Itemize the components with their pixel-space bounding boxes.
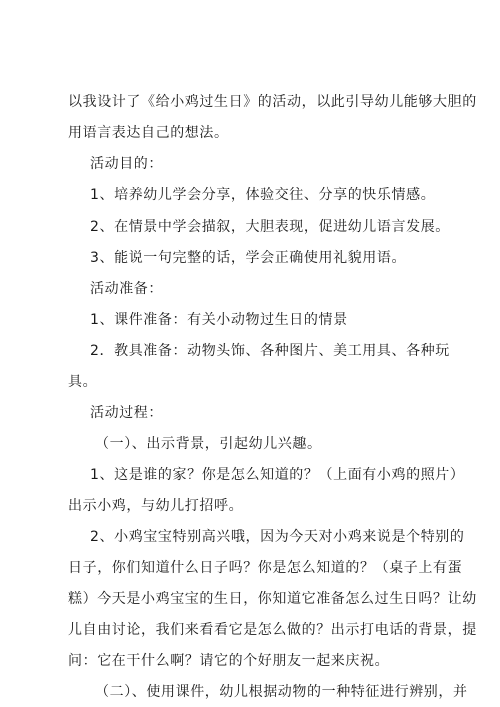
list-item: 1、课件准备：有关小动物过生日的情景	[90, 312, 348, 328]
subsection-heading: （二）、使用课件，幼儿根据动物的一种特征进行辨别，并	[95, 684, 468, 700]
list-item: 2、在情景中学会描叙，大胆表现，促进幼儿语言发展。	[90, 219, 450, 235]
paragraph-line: 问：它在干什么啊？请它的个好朋友一起来庆祝。	[68, 653, 390, 669]
section-heading: 活动目的：	[90, 156, 163, 172]
section-heading: 活动准备：	[90, 281, 163, 297]
list-item: 1、这是谁的家？你是怎么知道的？（上面有小鸡的照片）	[90, 467, 465, 483]
paragraph-line: 以我设计了《给小鸡过生日》的活动，以此引导幼儿能够大胆的	[68, 94, 477, 110]
subsection-heading: （一）、出示背景，引起幼儿兴趣。	[95, 436, 322, 452]
paragraph-line: 用语言表达自己的想法。	[68, 125, 229, 141]
paragraph-line: 出示小鸡，与幼儿打招呼。	[68, 498, 244, 514]
paragraph-line: 糕）今天是小鸡宝宝的生日，你知道它准备怎么过生日吗？让幼	[68, 591, 477, 607]
list-item: 2．教具准备：动物头饰、各种图片、美工用具、各种玩	[90, 343, 450, 359]
list-item: 1、培养幼儿学会分享，体验交往、分享的快乐情感。	[90, 187, 436, 203]
paragraph-line: 具。	[68, 374, 98, 390]
section-heading: 活动过程：	[90, 405, 163, 421]
list-item: 3、能说一句完整的话，学会正确使用礼貌用语。	[90, 250, 407, 266]
paragraph-line: 日子，你们知道什么日子吗？你是怎么知道的？（桌子上有蛋	[68, 560, 463, 576]
list-item: 2、小鸡宝宝特别高兴哦，因为今天对小鸡来说是个特别的	[90, 529, 465, 545]
paragraph-line: 儿自由讨论，我们来看看它是怎么做的？出示打电话的背景，提	[68, 622, 477, 638]
